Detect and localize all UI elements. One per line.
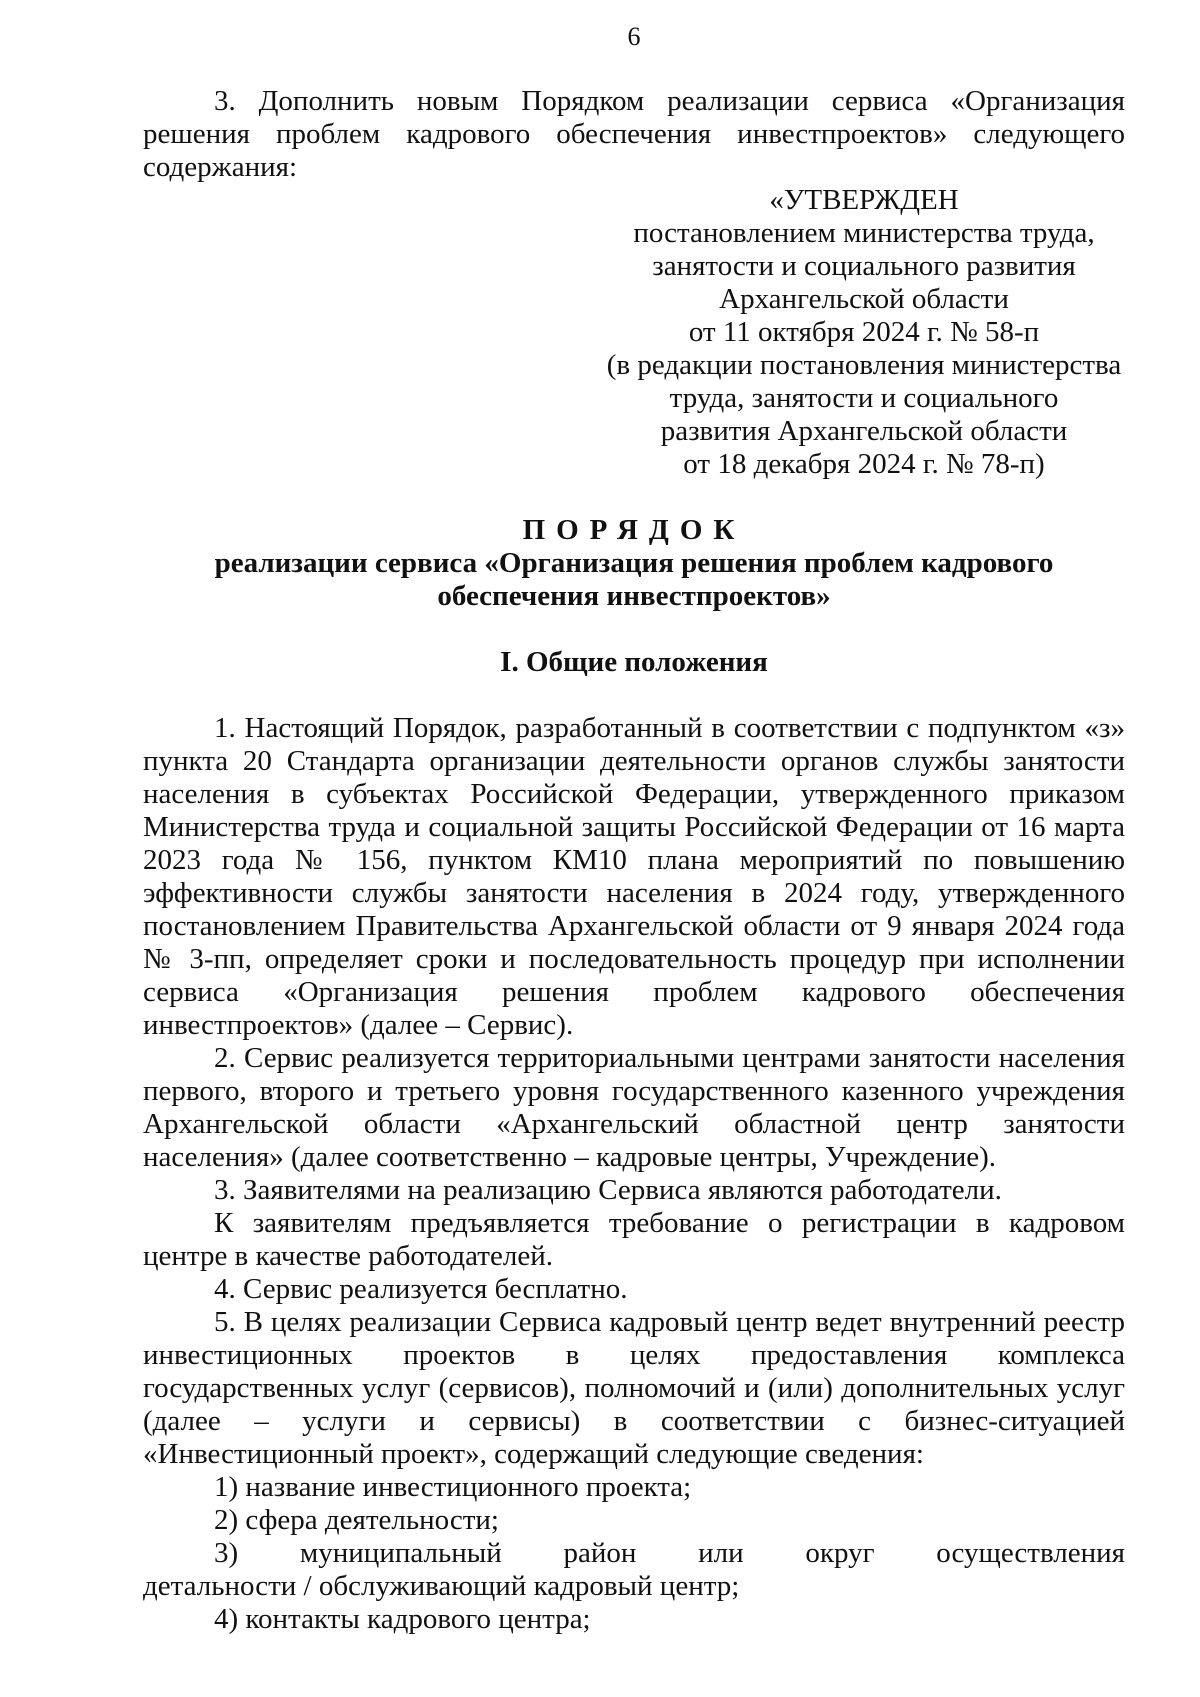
list-item-4: 4) контакты кадрового центра; — [214, 1603, 591, 1635]
approval-stamp-block — [603, 184, 1125, 481]
list-item-3-line-2: детальности / обслуживающий кадровый центр; — [143, 1570, 740, 1602]
document-title: ПОРЯДОК — [522, 514, 746, 546]
document-body — [143, 85, 1125, 1636]
page-number: 6 — [627, 22, 641, 51]
approval-line: от 11 октября 2024 г. № 58-п — [688, 316, 1040, 348]
approval-line: (в редакции постановления министерства — [606, 349, 1122, 381]
approval-line: труда, занятости и социального — [669, 382, 1059, 414]
paragraph-5: 5. В целях реализации Сервиса кадровый центр ведет внутренний реестр инвестиционных проектов в целях предоставления комплекса государственных услуг (сервисов), полномочий и (или) дополнительных услуг (далее – услуги и сервисы) в соответствии с бизнес-ситуацией «Инвестиционный проект», содержащий следующие сведения: — [143, 1306, 1125, 1470]
approval-line: занятости и социального развития — [652, 250, 1076, 282]
paragraph-1: 1. Настоящий Порядок, разработанный в соответствии с подпунктом «з» пункта 20 Стандарта организации деятельности органов службы занятости населения в субъектах Российской Федерации, утвержденного приказом Министерства труда и социальной защиты Российской Федерации от 16 марта 2023 года № 156, пунктом КМ10 плана мероприятий по повышению эффективности службы занятости населения в 2024 году, утвержденного постановлением Правительства Архангельской области от 9 января 2024 года № 3-пп, определяет сроки и последовательность процедур при исполнении сервиса «Организация решения проблем кадрового обеспечения инвестпроектов» (далее – Сервис). — [143, 712, 1125, 1041]
document-subtitle-line: обеспечения инвестпроектов» — [437, 580, 831, 612]
approval-line: постановлением министерства труда, — [633, 217, 1095, 249]
section-heading: I. Общие положения — [500, 646, 768, 678]
document-subtitle-line: реализации сервиса «Организация решения проблем кадрового — [214, 547, 1054, 579]
approval-line: от 18 декабря 2024 г. № 78-п) — [683, 448, 1045, 480]
paragraph-4: 4. Сервис реализуется бесплатно. — [214, 1273, 628, 1305]
list-item-1: 1) название инвестиционного проекта; — [214, 1471, 692, 1503]
document-title-block — [143, 514, 1125, 613]
intro-paragraph: 3. Дополнить новым Порядком реализации сервиса «Организация решения проблем кадрового обеспечения инвестпроектов» следующего содержания: — [143, 85, 1125, 183]
list-item-2: 2) сфера деятельности; — [214, 1504, 499, 1536]
approval-line: развития Архангельской области — [660, 415, 1068, 447]
list-item-3-line-1: 3) муниципальный район или округ осуществления — [214, 1537, 1125, 1569]
paragraph-2: 2. Сервис реализуется территориальными центрами занятости населения первого, второго и третьего уровня государственного казенного учреждения Архангельской области «Архангельский областной центр занятости населения» (далее соответственно – кадровые центры, Учреждение). — [143, 1042, 1125, 1173]
approval-line: «УТВЕРЖДЕН — [769, 184, 959, 216]
paragraph-3: 3. Заявителями на реализацию Сервиса являются работодатели. — [214, 1174, 1002, 1206]
approval-line: Архангельской области — [719, 283, 1009, 315]
paragraph-3-requirement: К заявителям предъявляется требование о регистрации в кадровом центре в качестве работодателей. — [143, 1207, 1125, 1272]
